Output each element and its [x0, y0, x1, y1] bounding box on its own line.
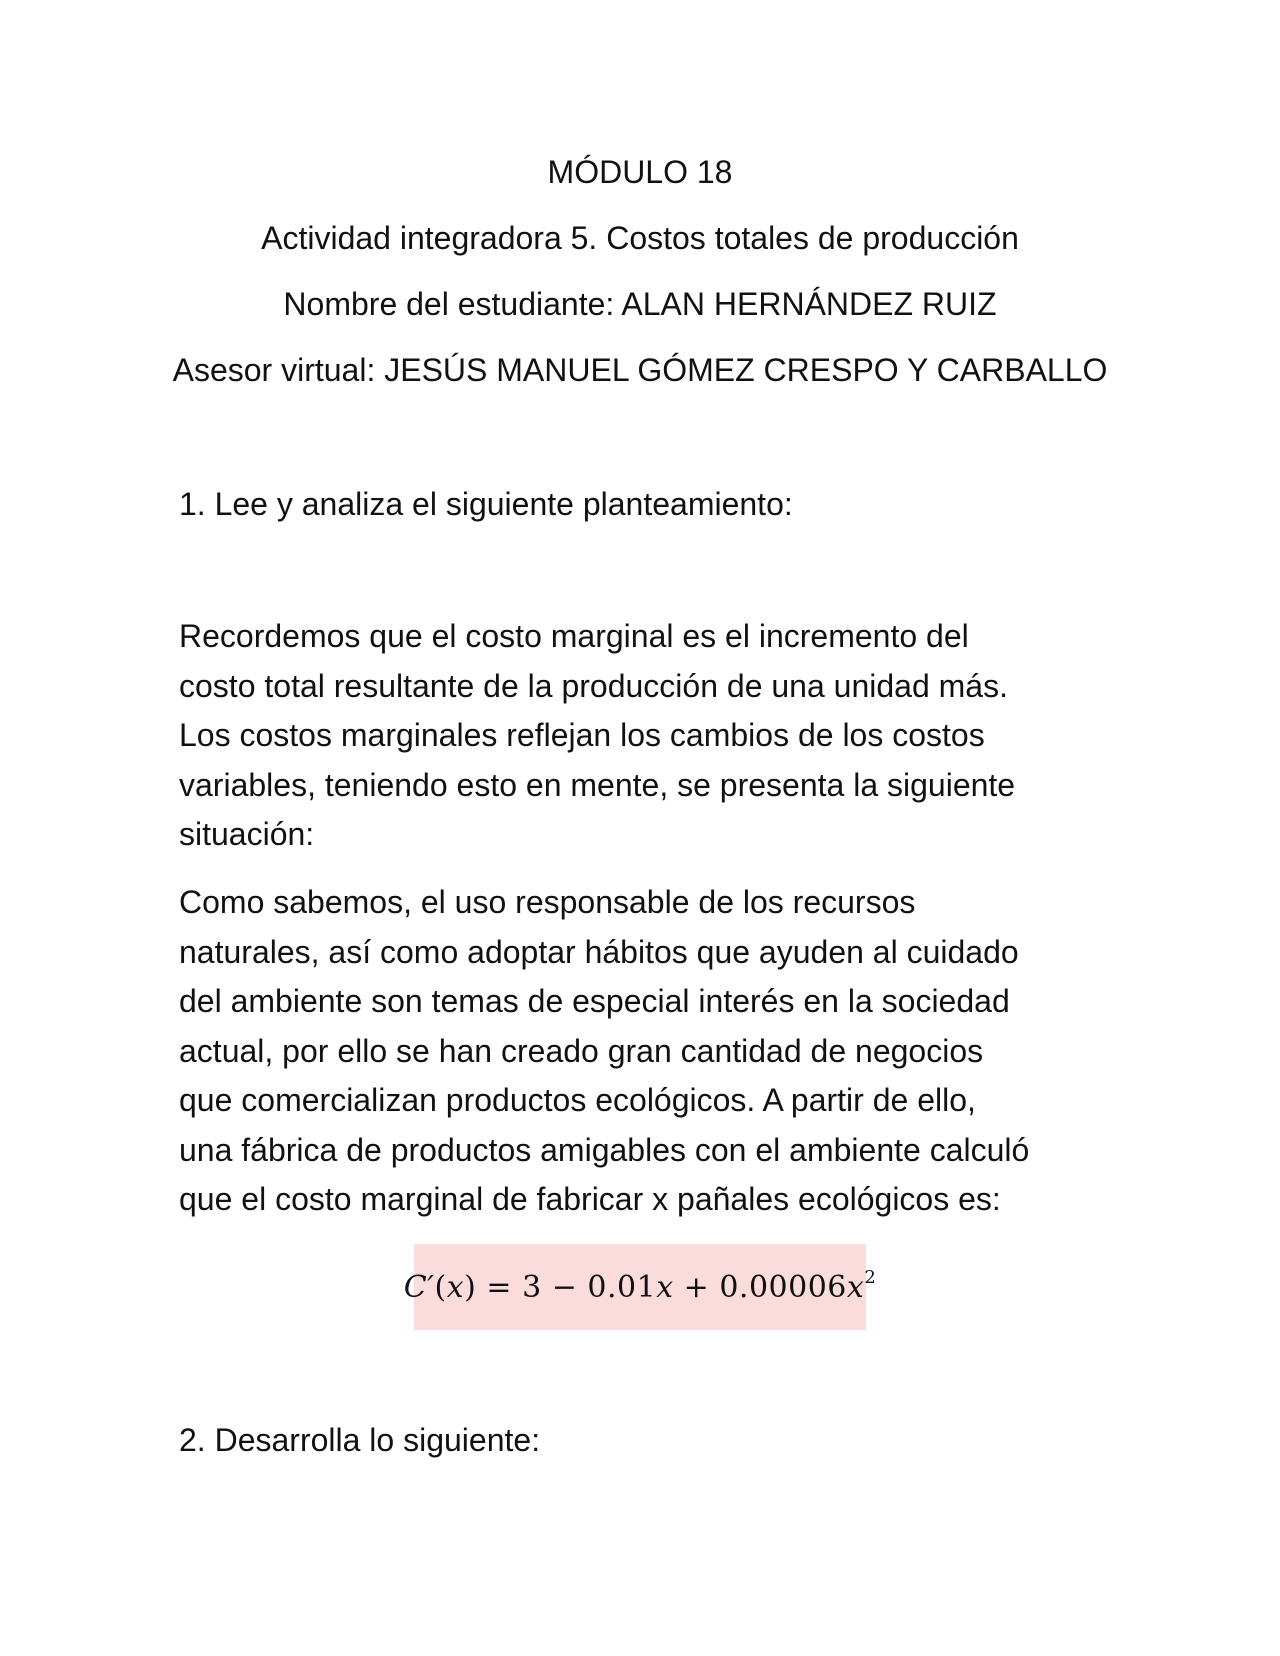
paragraph-line: una fábrica de productos amigables con el ambiente calculó: [179, 1131, 1030, 1168]
paragraph-ecological-products: [179, 878, 1109, 1225]
formula-exponent: 2: [864, 1266, 877, 1288]
paragraph-line: actual, por ello se han creado gran cantidad de negocios: [179, 1032, 984, 1069]
paragraph-line: Como sabemos, el uso responsable de los recursos: [179, 884, 916, 920]
formula-constant: 3: [522, 1269, 542, 1305]
paragraph-marginal-cost: [179, 612, 1109, 860]
section-2-heading: 2. Desarrolla lo siguiente:: [179, 1422, 541, 1458]
module-title: MÓDULO 18: [547, 154, 733, 190]
activity-title: Actividad integradora 5. Costos totales de producción: [261, 220, 1019, 256]
formula-equals: =: [476, 1269, 523, 1305]
section-1-heading: 1. Lee y analiza el siguiente planteamiento:: [179, 486, 793, 522]
paragraph-line: costo total resultante de la producción de una unidad más.: [179, 667, 1008, 704]
formula-open-paren: (: [434, 1269, 447, 1305]
formula-function: C′: [403, 1269, 435, 1305]
marginal-cost-formula-box: [403, 1244, 877, 1330]
formula-coefficient-1: 0.01: [587, 1269, 657, 1305]
formula-close-paren: ): [464, 1269, 477, 1305]
paragraph-line: que el costo marginal de fabricar x pañales ecológicos es:: [179, 1181, 1001, 1217]
paragraph-line: Recordemos que el costo marginal es el incremento del: [179, 618, 969, 654]
paragraph-line: variables, teniendo esto en mente, se presenta la siguiente: [179, 766, 1016, 803]
formula-variable-2: x: [846, 1269, 865, 1305]
advisor-name: Asesor virtual: JESÚS MANUEL GÓMEZ CRESPO Y CARBALLO: [172, 352, 1108, 388]
paragraph-line: que comercializan productos ecológicos. A partir de ello,: [179, 1082, 976, 1118]
student-name: Nombre del estudiante: ALAN HERNÁNDEZ RUIZ: [283, 286, 997, 322]
paragraph-line: situación:: [179, 816, 315, 852]
marginal-cost-formula: [403, 1266, 877, 1305]
formula-plus: +: [673, 1269, 720, 1305]
paragraph-line: del ambiente son temas de especial interés en la sociedad: [179, 983, 1010, 1019]
formula-argument: x: [446, 1269, 465, 1305]
paragraph-line: Los costos marginales reflejan los cambios de los costos: [179, 717, 985, 753]
formula-coefficient-2: 0.00006: [719, 1269, 847, 1305]
formula-minus: −: [541, 1269, 588, 1305]
formula-variable-1: x: [656, 1269, 674, 1305]
paragraph-line: naturales, así como adoptar hábitos que ayuden al cuidado: [179, 933, 1019, 970]
